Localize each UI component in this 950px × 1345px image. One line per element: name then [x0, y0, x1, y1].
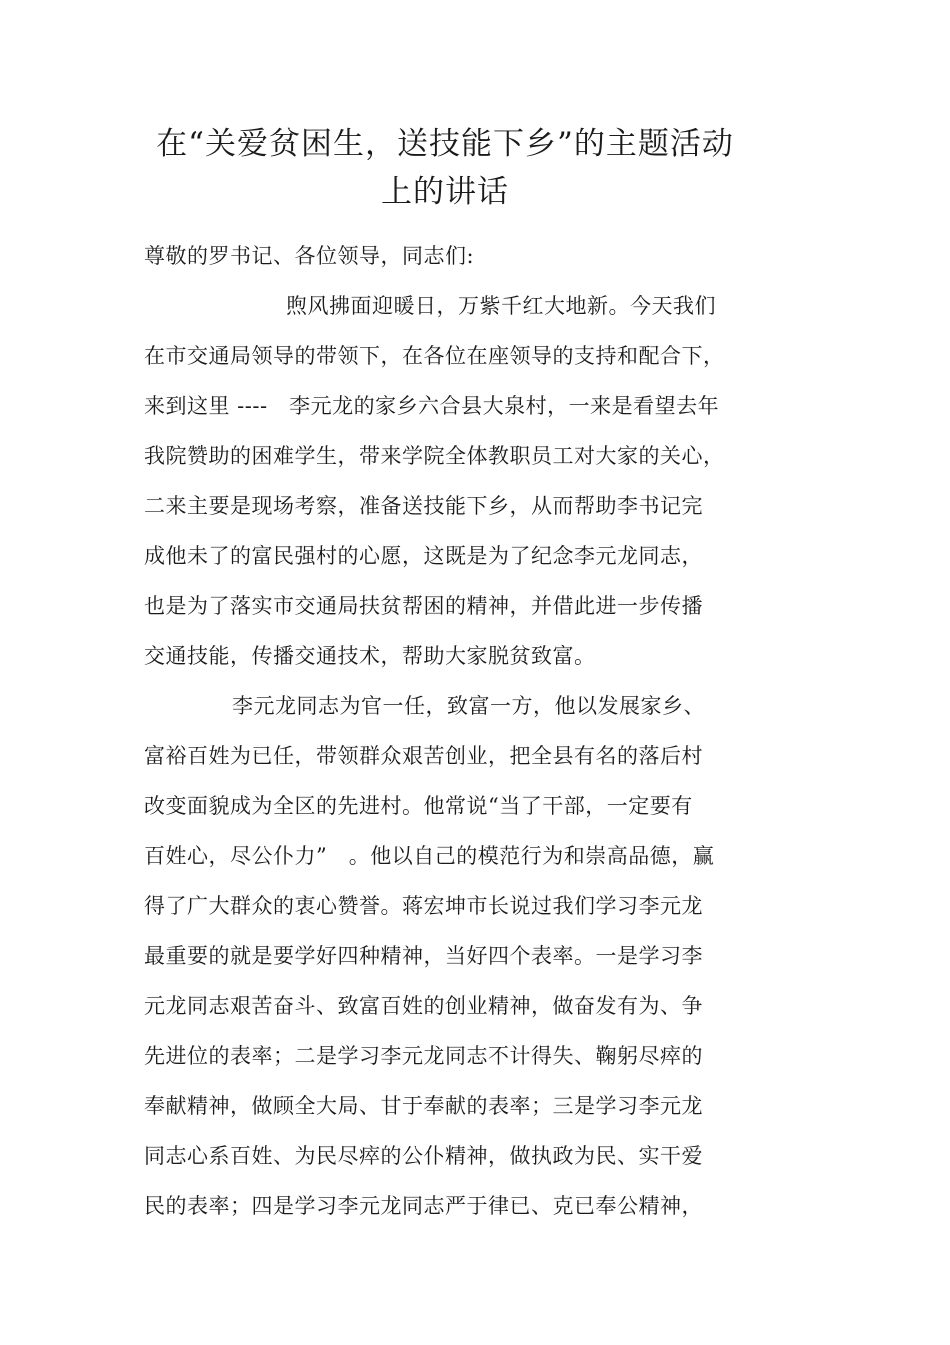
salutation: 尊敬的罗书记、各位领导，同志们: — [144, 244, 475, 268]
paragraph-2-line: 改变面貌成为全区的先进村。他常说“当了干部，一定要有 — [144, 794, 693, 818]
paragraph-2-line: 奉献精神，做顾全大局、甘于奉献的表率；三是学习李元龙 — [144, 1094, 703, 1118]
paragraph-2-line: 得了广大群众的衷心赞誉。蒋宏坤市长说过我们学习李元龙 — [144, 894, 703, 918]
paragraph-1-line: 成他未了的富民强村的心愿，这既是为了纪念李元龙同志， — [144, 544, 703, 568]
document-title-line-2: 上的讲话 — [381, 174, 509, 210]
document-title-line-1: 在“关爱贫困生，送技能下乡”的主题活动 — [156, 126, 734, 162]
paragraph-2-line: 先进位的表率；二是学习李元龙同志不计得失、鞠躬尽瘁的 — [144, 1044, 703, 1068]
paragraph-2-line: 民的表率；四是学习李元龙同志严于律已、克已奉公精神， — [144, 1194, 703, 1218]
paragraph-1-line: 也是为了落实市交通局扶贫帮困的精神，并借此进一步传播 — [144, 594, 703, 618]
paragraph-1-line: 二来主要是现场考察，准备送技能下乡，从而帮助李书记完 — [144, 494, 703, 518]
paragraph-1-line: 在市交通局领导的带领下，在各位在座领导的支持和配合下， — [144, 344, 725, 368]
paragraph-1-line: 交通技能，传播交通技术，帮助大家脱贫致富。 — [144, 644, 596, 668]
paragraph-2-line: 最重要的就是要学好四种精神，当好四个表率。一是学习李 — [144, 944, 703, 968]
paragraph-2-line: 富裕百姓为已任，带领群众艰苦创业，把全县有名的落后村 — [144, 744, 703, 768]
paragraph-1-line: 煦风拂面迎暖日，万紫千红大地新。今天我们 — [286, 294, 716, 318]
paragraph-2-line: 李元龙同志为官一任，致富一方，他以发展家乡、 — [232, 694, 705, 718]
paragraph-2-line: 百姓心，尽公仆力” 。他以自己的模范行为和崇高品德，赢 — [144, 844, 715, 868]
paragraph-2-line: 元龙同志艰苦奋斗、致富百姓的创业精神，做奋发有为、争 — [144, 994, 703, 1018]
paragraph-1-line: 来到这里 ---- 李元龙的家乡六合县大泉村，一来是看望去年 — [144, 394, 720, 418]
paragraph-2-line: 同志心系百姓、为民尽瘁的公仆精神，做执政为民、实干爱 — [144, 1144, 703, 1168]
paragraph-1-line: 我院赞助的困难学生，带来学院全体教职员工对大家的关心， — [144, 444, 725, 468]
